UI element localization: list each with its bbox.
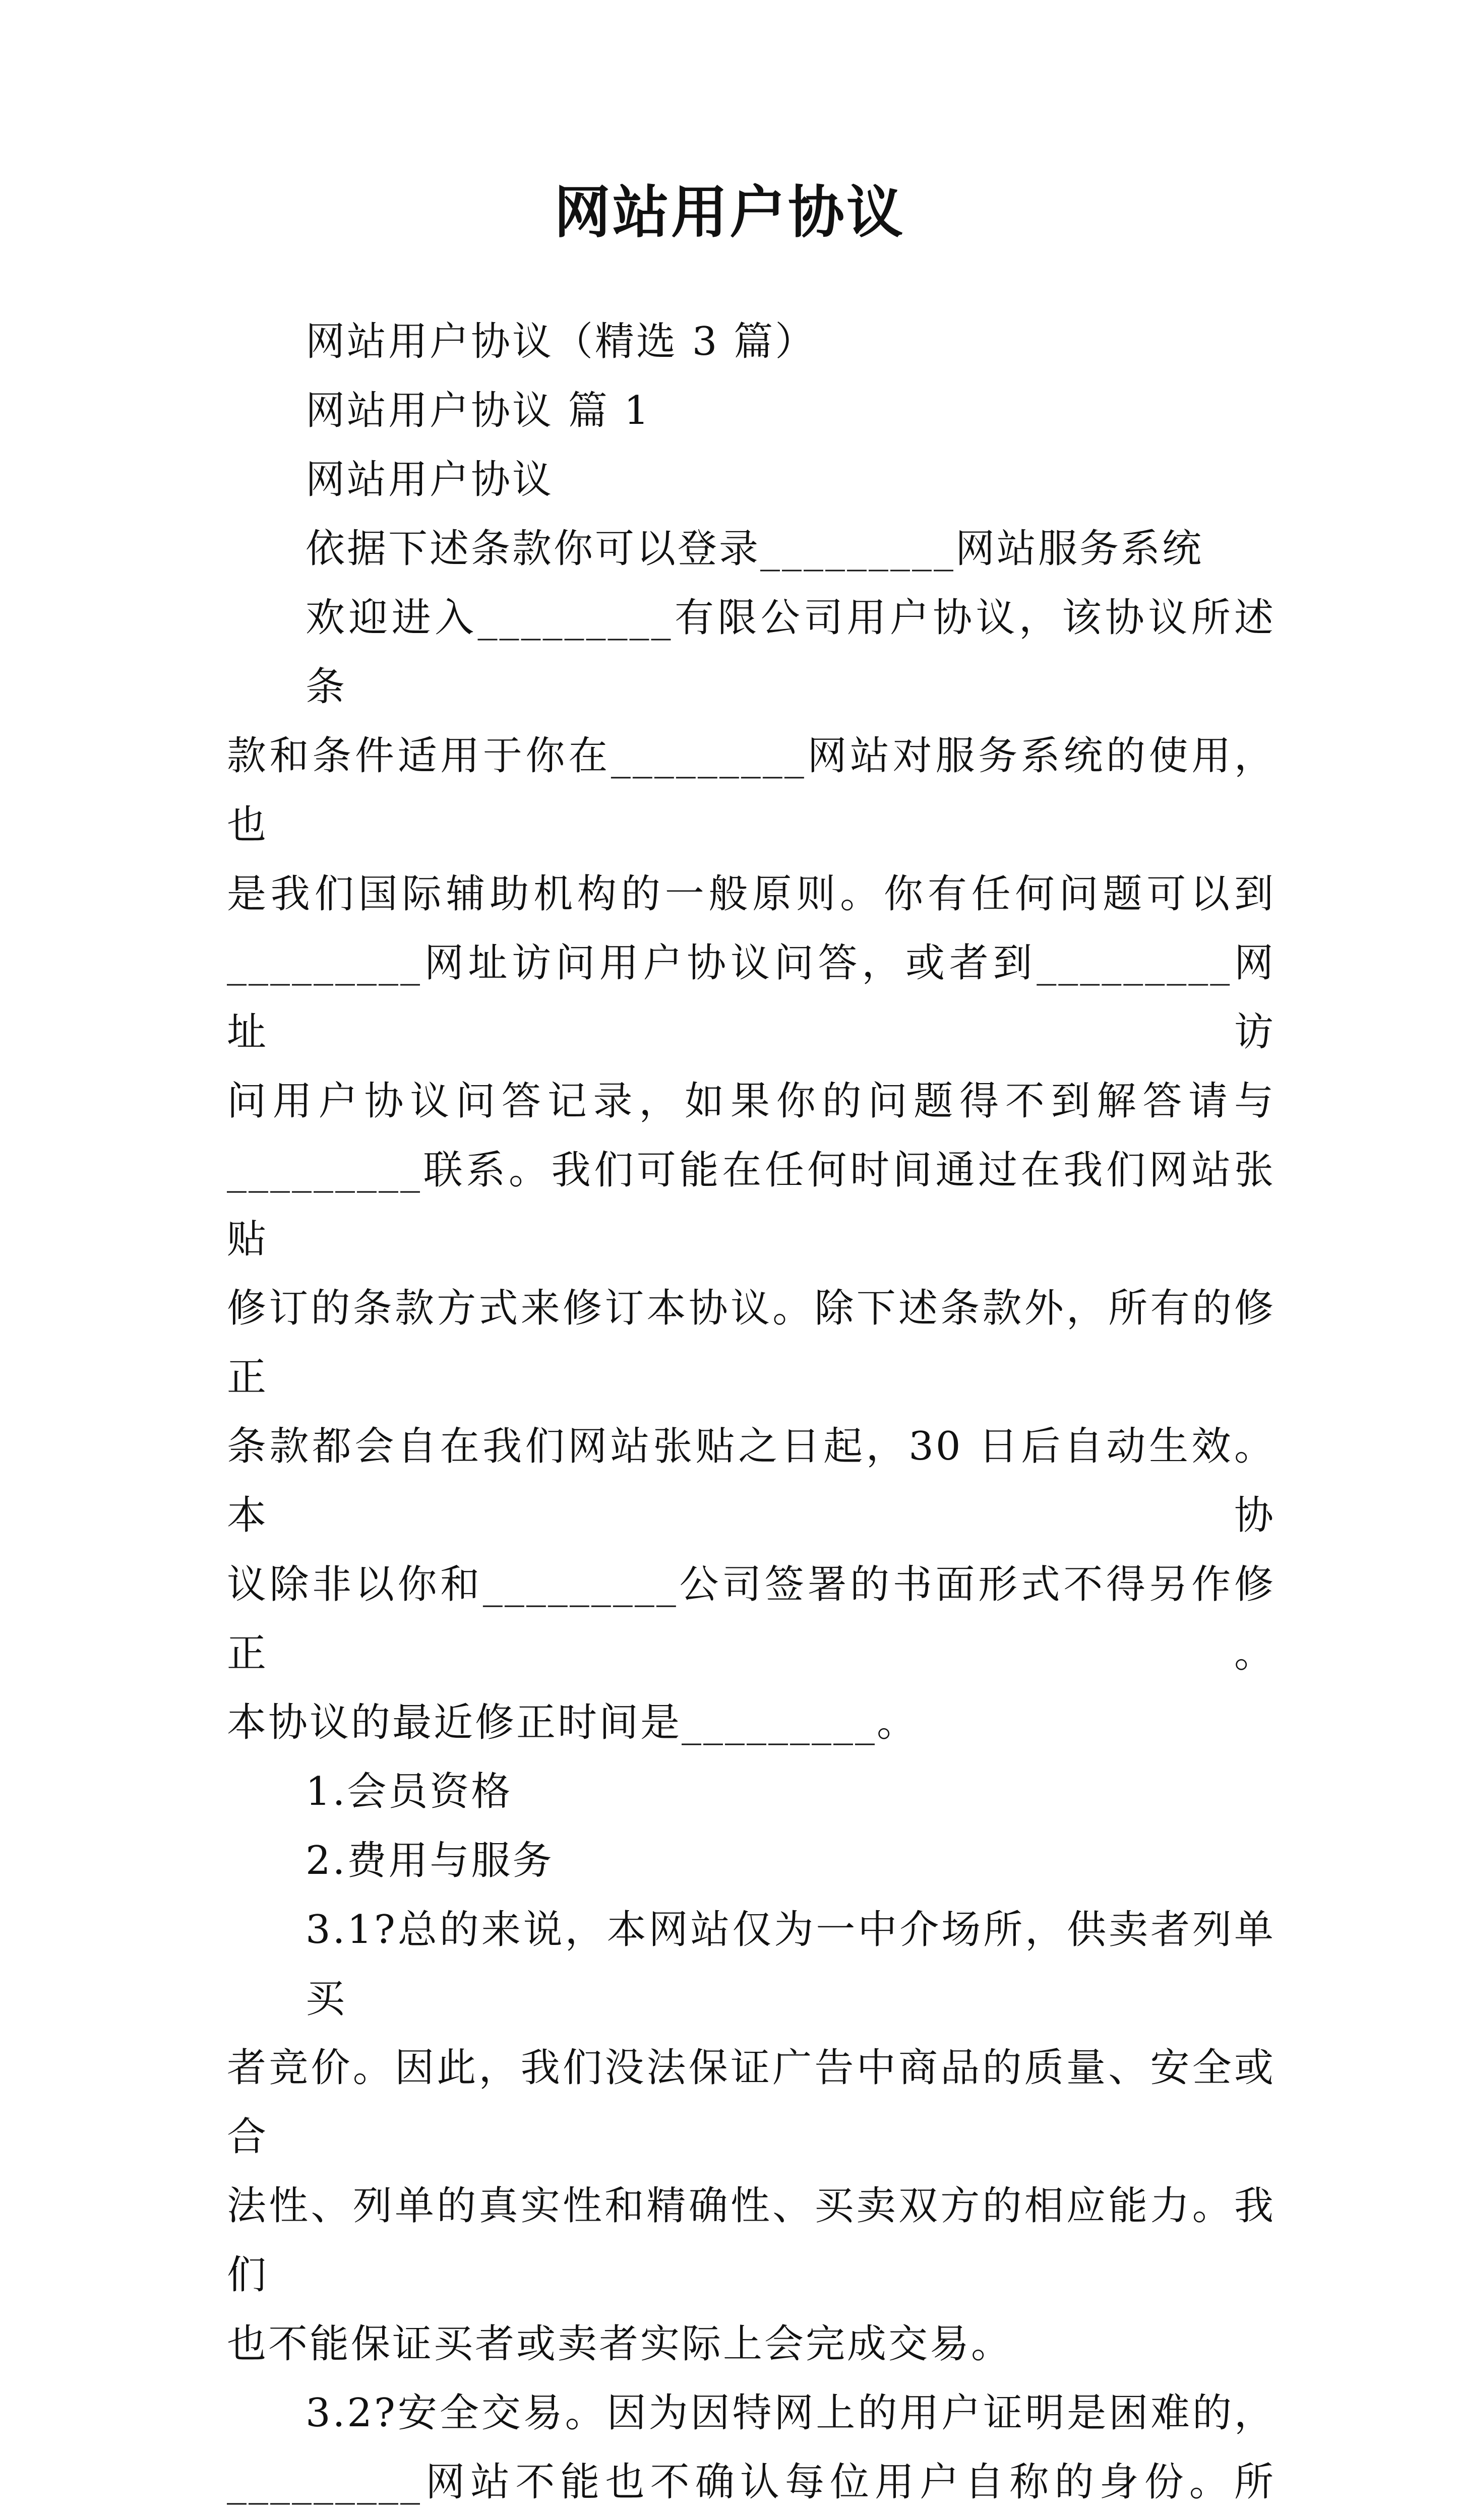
section-item-membership: 1.会员资格	[306, 1769, 513, 1814]
clause-3-1-line: 也不能保证买者或卖者实际上会完成交易。	[227, 2321, 1013, 2367]
clause-3-1-line: 法性、列单的真实性和精确性、买卖双方的相应能力。我们	[227, 2183, 1275, 2298]
body-line: 本协议的最近修正时间是_________。	[227, 1700, 919, 1745]
body-line: 欢迎进入_________有限公司用户协议，该协议所述条	[306, 595, 1275, 710]
body-line: 是我们国际辅助机构的一般原则。你有任何问题可以到	[227, 871, 1275, 917]
clause-3-2-line: 3.2?安全交易。因为因特网上的用户证明是困难的，	[306, 2390, 1275, 2436]
subtitle-line: 网站用户协议（精选 3 篇）	[306, 319, 817, 364]
document-title: 网站用户协议	[554, 179, 905, 245]
section-item-fees: 2.费用与服务	[306, 1838, 554, 1883]
body-line: 修订的条款方式来修订本协议。除下述条款外，所有的修正	[227, 1286, 1275, 1400]
body-line: 问用户协议问答记录，如果你的问题得不到解答请与	[227, 1079, 1275, 1124]
clause-3-2-line: _________网站不能也不确认每位用户自称的身份。所	[227, 2460, 1275, 2505]
body-line: 依据下述条款你可以登录_________网站服务系统	[306, 526, 1204, 572]
document-body	[227, 307, 1275, 2520]
body-line: _________网址访问用户协议问答，或者到_________网址访	[227, 940, 1275, 1055]
body-line: 条款都会自在我们网站张贴之日起，30 日后自动生效。本协	[227, 1424, 1275, 1538]
body-line: _________联系。我们可能在任何时间通过在我们网站张贴	[227, 1148, 1275, 1262]
agreement-heading: 网站用户协议	[306, 457, 554, 502]
section-heading: 网站用户协议 篇 1	[306, 388, 651, 433]
clause-3-1-line: 者竞价。因此，我们没法保证广告中商品的质量、安全或合	[227, 2045, 1275, 2160]
body-line: 款和条件适用于你在_________网站对服务系统的使用，也	[227, 733, 1275, 848]
body-line: 议除非以你和_________公司签署的书面形式不得另作修正。	[227, 1562, 1275, 1676]
clause-3-1-line: 3.1?总的来说，本网站仅为一中介场所，供卖者列单买	[306, 1907, 1275, 2022]
